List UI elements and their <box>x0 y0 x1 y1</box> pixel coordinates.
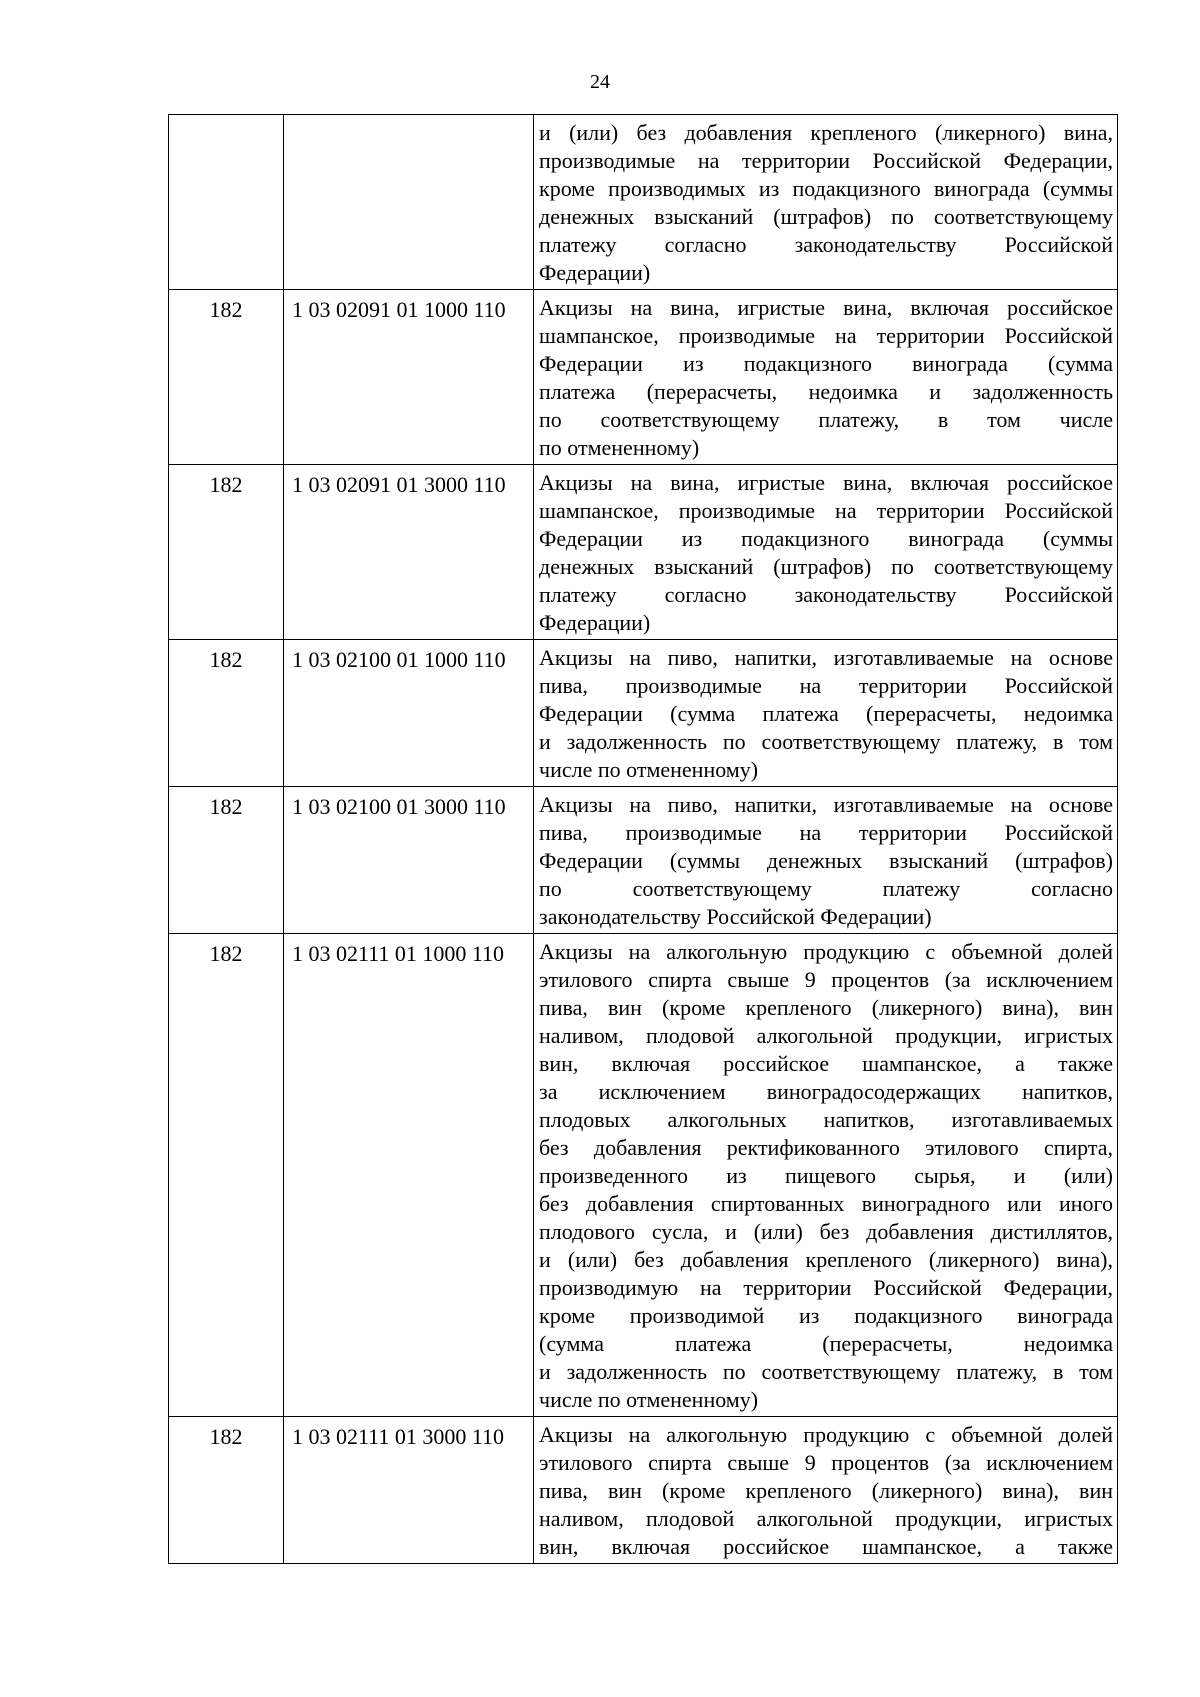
description-line: вин, включая российское шампанское, а также <box>539 1051 1113 1076</box>
description-line: Акцизы на вина, игристые вина, включая российское <box>539 295 1113 320</box>
table-row <box>169 1417 1118 1564</box>
description-line: шампанское, производимые на территории Российской <box>539 323 1113 348</box>
description-line: пива, производимые на территории Российской <box>539 673 1113 698</box>
description-line: за исключением виноградосодержащих напитков, <box>539 1079 1113 1104</box>
description-line: шампанское, производимые на территории Российской <box>539 498 1113 523</box>
revenue-description-cell <box>534 290 1118 465</box>
revenue-description-cell <box>534 1417 1118 1564</box>
description-line: Федерации (суммы денежных взысканий (штрафов) <box>539 848 1113 873</box>
description-line: (сумма платежа (перерасчеты, недоимка <box>539 1331 1113 1356</box>
budget-classification-code-cell: 1 03 02100 01 1000 110 <box>284 640 534 787</box>
description-line: и (или) без добавления крепленого (ликерного) вина, <box>539 120 1113 145</box>
table-row <box>169 934 1118 1417</box>
description-line: и задолженность по соответствующему платежу, в том <box>539 1359 1113 1384</box>
description-line: по соответствующему платежу, в том числе <box>539 407 1113 432</box>
budget-classification-code-cell: 1 03 02091 01 1000 110 <box>284 290 534 465</box>
description-line: числе по отмененному) <box>539 757 759 782</box>
description-line: пива, вин (кроме крепленого (ликерного) вина), вин <box>539 995 1113 1020</box>
description-line: денежных взысканий (штрафов) по соответствующему <box>539 554 1113 579</box>
table-row <box>169 290 1118 465</box>
revenue-description-cell <box>534 934 1118 1417</box>
description-line: без добавления спиртованных виноградного или иного <box>539 1191 1113 1216</box>
description-line: этилового спирта свыше 9 процентов (за исключением <box>539 1450 1113 1475</box>
description-line: пива, производимые на территории Российской <box>539 820 1113 845</box>
description-line: законодательству Российской Федерации) <box>539 904 932 929</box>
description-line: произведенного из пищевого сырья, и (или) <box>539 1163 1113 1188</box>
description-line: Акцизы на алкогольную продукцию с объемной долей <box>539 1422 1113 1447</box>
table-row <box>169 115 1118 290</box>
description-line: Федерации из подакцизного винограда (сумма <box>539 351 1113 376</box>
description-line: Федерации из подакцизного винограда (суммы <box>539 526 1113 551</box>
description-line: платежа (перерасчеты, недоимка и задолженность <box>539 379 1113 404</box>
description-line: денежных взысканий (штрафов) по соответствующему <box>539 204 1113 229</box>
description-line: Федерации (сумма платежа (перерасчеты, недоимка <box>539 701 1113 726</box>
admin-code-cell: 182 <box>169 787 284 934</box>
admin-code-cell: 182 <box>169 934 284 1417</box>
description-line: по отмененному) <box>539 435 700 460</box>
description-line: плодовых алкогольных напитков, изготавливаемых <box>539 1107 1113 1132</box>
description-line: Акцизы на пиво, напитки, изготавливаемые на основе <box>539 792 1113 817</box>
table-body <box>169 115 1118 1564</box>
description-line: кроме производимой из подакцизного винограда <box>539 1303 1113 1328</box>
description-line: и (или) без добавления крепленого (ликерного) вина), <box>539 1247 1113 1272</box>
description-line: этилового спирта свыше 9 процентов (за исключением <box>539 967 1113 992</box>
revenue-description-cell <box>534 787 1118 934</box>
admin-code-cell: 182 <box>169 640 284 787</box>
description-line: платежу согласно законодательству Российской <box>539 232 1113 257</box>
description-line: плодового сусла, и (или) без добавления дистиллятов, <box>539 1219 1113 1244</box>
revenue-description-cell <box>534 115 1118 290</box>
description-line: кроме производимых из подакцизного винограда (суммы <box>539 176 1113 201</box>
description-line: Федерации) <box>539 610 651 635</box>
description-line: пива, вин (кроме крепленого (ликерного) вина), вин <box>539 1478 1113 1503</box>
description-line: Акцизы на алкогольную продукцию с объемной долей <box>539 939 1113 964</box>
admin-code-cell: 182 <box>169 290 284 465</box>
revenue-description-cell <box>534 640 1118 787</box>
page-number: 24 <box>590 71 610 93</box>
description-line: вин, включая российское шампанское, а также <box>539 1534 1113 1559</box>
description-line: наливом, плодовой алкогольной продукции, игристых <box>539 1506 1113 1531</box>
description-line: по соответствующему платежу согласно <box>539 876 1113 901</box>
revenue-description-cell <box>534 465 1118 640</box>
budget-classification-code-cell: 1 03 02091 01 3000 110 <box>284 465 534 640</box>
description-line: и задолженность по соответствующему платежу, в том <box>539 729 1113 754</box>
description-line: производимые на территории Российской Федерации, <box>539 148 1113 173</box>
budget-classification-code-cell <box>284 115 534 290</box>
budget-classification-code-cell: 1 03 02111 01 1000 110 <box>284 934 534 1417</box>
description-line: Федерации) <box>539 260 651 285</box>
table-row <box>169 465 1118 640</box>
table-row <box>169 787 1118 934</box>
description-line: платежу согласно законодательству Российской <box>539 582 1113 607</box>
description-line: без добавления ректификованного этилового спирта, <box>539 1135 1113 1160</box>
description-line: Акцизы на пиво, напитки, изготавливаемые на основе <box>539 645 1113 670</box>
description-line: числе по отмененному) <box>539 1387 759 1412</box>
budget-classification-code-cell: 1 03 02111 01 3000 110 <box>284 1417 534 1564</box>
admin-code-cell <box>169 115 284 290</box>
description-line: производимую на территории Российской Федерации, <box>539 1275 1113 1300</box>
description-line: наливом, плодовой алкогольной продукции, игристых <box>539 1023 1113 1048</box>
description-line: Акцизы на вина, игристые вина, включая российское <box>539 470 1113 495</box>
table-row <box>169 640 1118 787</box>
revenue-code-table <box>168 114 1118 1564</box>
admin-code-cell: 182 <box>169 1417 284 1564</box>
admin-code-cell: 182 <box>169 465 284 640</box>
budget-classification-code-cell: 1 03 02100 01 3000 110 <box>284 787 534 934</box>
